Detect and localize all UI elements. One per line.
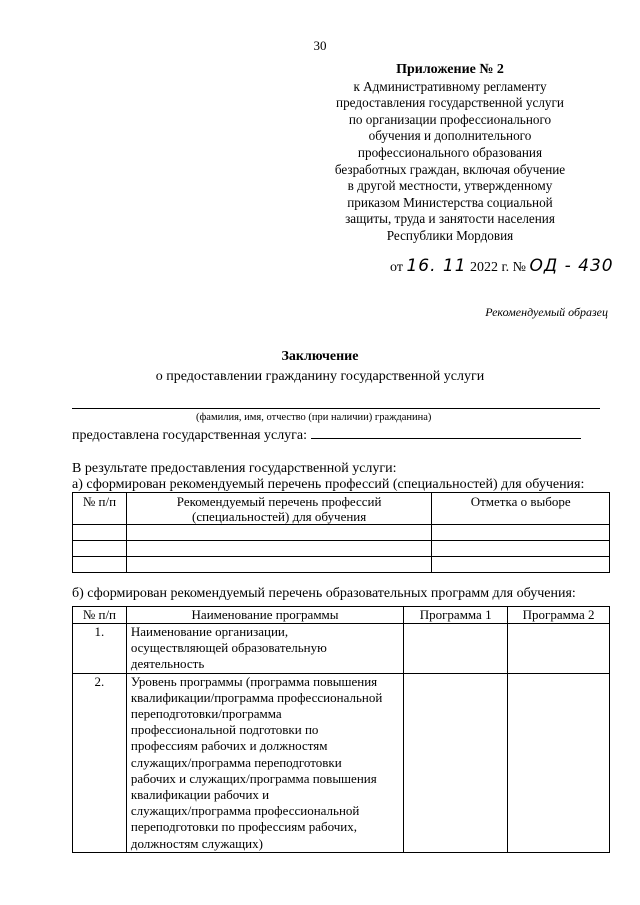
service-label: предоставлена государственная услуга: (72, 428, 308, 443)
table-row (73, 624, 610, 674)
appendix-line: Республики Мордовия (386, 227, 514, 243)
section-a-label: а) сформирован рекомендуемый перечень профессий (специальностей) для обучения: (72, 477, 585, 492)
handwritten-number: ОД - 430 (529, 256, 614, 276)
citizen-name-field[interactable] (72, 408, 600, 409)
profession-table (72, 492, 610, 573)
row-number: 2. (73, 673, 127, 852)
appendix-line: предоставления государственной услуги (336, 95, 564, 111)
program-1-cell[interactable] (404, 673, 508, 852)
table-row (73, 557, 610, 573)
row-text-line: служащих/программа профессиональной (130, 803, 360, 819)
row-number: 1. (73, 624, 127, 674)
appendix-line: безработных граждан, включая обучение (334, 161, 566, 177)
header-cell-number: № п/п (73, 493, 127, 525)
program-2-cell[interactable] (508, 624, 610, 674)
document-subtitle: о предоставлении гражданину государственной услуги (155, 369, 485, 384)
table-cell[interactable] (432, 525, 610, 541)
table-cell[interactable] (126, 541, 431, 557)
row-text-line: должностям служащих) (130, 835, 263, 851)
appendix-header (300, 62, 600, 245)
program-2-cell[interactable] (508, 673, 610, 852)
appendix-line: к Административному регламенту (353, 78, 547, 94)
row-text-line: Наименование организации, (130, 624, 289, 639)
row-text-line: профессиональной подготовки по (130, 722, 319, 738)
table-row (73, 525, 610, 541)
table-header-row (73, 493, 610, 525)
appendix-title: Приложение № 2 (396, 62, 504, 77)
service-row (72, 426, 581, 444)
header-cell-program-1: Программа 1 (404, 607, 508, 624)
appendix-line: по организации профессионального (348, 111, 552, 127)
citizen-name-caption: (фамилия, имя, отчество (при наличии) гражданина) (196, 412, 432, 423)
row-text-line: квалификации рабочих и (130, 787, 270, 803)
table-cell[interactable] (432, 557, 610, 573)
approval-date-line (390, 256, 614, 276)
table-cell[interactable] (126, 525, 431, 541)
appendix-line: обучения и дополнительного (368, 128, 532, 144)
table-cell[interactable] (73, 525, 127, 541)
row-text-line: осуществляющей образовательную (130, 640, 327, 656)
header-cell-program-2: Программа 2 (508, 607, 610, 624)
header-cell-profession: Рекомендуемый перечень профессий (специальностей) для обучения (126, 493, 431, 525)
appendix-line: в другой местности, утвержденному (347, 178, 553, 194)
header-cell-program-name: Наименование программы (126, 607, 403, 624)
result-section (72, 461, 584, 493)
row-text-line: переподготовки/программа (130, 706, 282, 722)
row-text-line: рабочих и служащих/программа повышения (130, 770, 377, 786)
row-text-line: служащих/программа переподготовки (130, 754, 342, 770)
program-1-cell[interactable] (404, 624, 508, 674)
row-text-line: переподготовки по профессиям рабочих, (130, 819, 357, 835)
table-cell[interactable] (126, 557, 431, 573)
table-cell[interactable] (432, 541, 610, 557)
table-row (73, 673, 610, 852)
appendix-line: приказом Министерства социальной (347, 194, 553, 210)
row-text-line: квалификации/программа профессиональной (130, 689, 383, 705)
appendix-line: профессионального образования (357, 144, 543, 160)
date-year: 2022 г. № (470, 260, 527, 275)
table-row (73, 541, 610, 557)
row-text-line: Уровень программы (программа повышения (130, 673, 378, 689)
program-table (72, 606, 610, 853)
table-cell[interactable] (73, 557, 127, 573)
row-text-line: профессиям рабочих и должностям (130, 738, 328, 754)
table-cell[interactable] (73, 541, 127, 557)
table-header-row (73, 607, 610, 624)
section-b-label: б) сформирован рекомендуемый перечень образовательных программ для обучения: (72, 586, 576, 601)
appendix-line: защиты, труда и занятости населения (345, 211, 555, 227)
document-title: Заключение (281, 349, 359, 364)
header-cell-number: № п/п (73, 607, 127, 624)
handwritten-date: 16. 11 (406, 256, 467, 276)
row-description (126, 673, 403, 852)
row-text-line: деятельность (130, 656, 205, 672)
row-description (126, 624, 403, 674)
result-intro: В результате предоставления государственной услуги: (72, 461, 397, 476)
sample-label: Рекомендуемый образец (485, 305, 608, 319)
header-cell-selection: Отметка о выборе (432, 493, 610, 525)
date-prefix: от (390, 260, 403, 275)
page-number: 30 (313, 38, 327, 53)
service-field[interactable] (311, 426, 581, 439)
